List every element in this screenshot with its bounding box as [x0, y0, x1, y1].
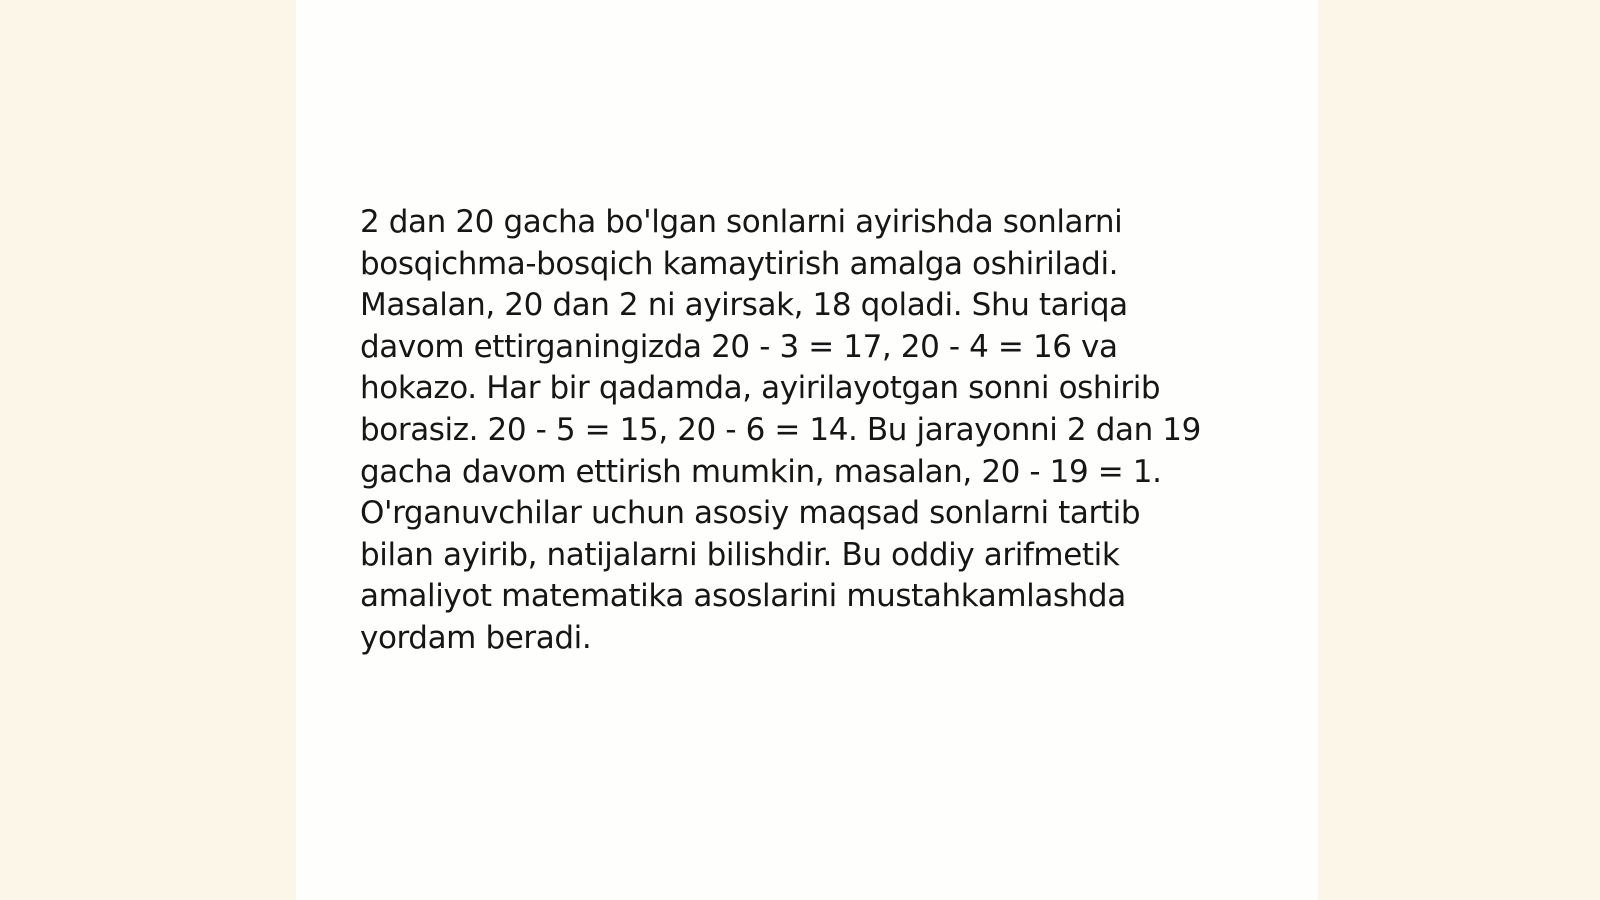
- slide-body-text: 2 dan 20 gacha bo'lgan sonlarni ayirishda sonlarni bosqichma-bosqich kamaytirish amalga oshiriladi. Masalan, 20 dan 2 ni ayirsak, 18 qoladi. Shu tariqa davom ettirganingizda 20 - 3 = 17, 20 - 4 = 16 va hokazo. Har bir qadamda, ayirilayotgan sonni oshirib borasiz. 20 - 5 = 15, 20 - 6 = 14. Bu jarayonni 2 dan 19 gacha davom ettirish mumkin, masalan, 20 - 19 = 1. O'rganuvchilar uchun asosiy maqsad sonlarni tartib bilan ayirib, natijalarni bilishdir. Bu oddiy arifmetik amaliyot matematika asoslarini mustahkamlashda yordam beradi.: [360, 204, 1201, 656]
- slide: [296, 0, 1318, 900]
